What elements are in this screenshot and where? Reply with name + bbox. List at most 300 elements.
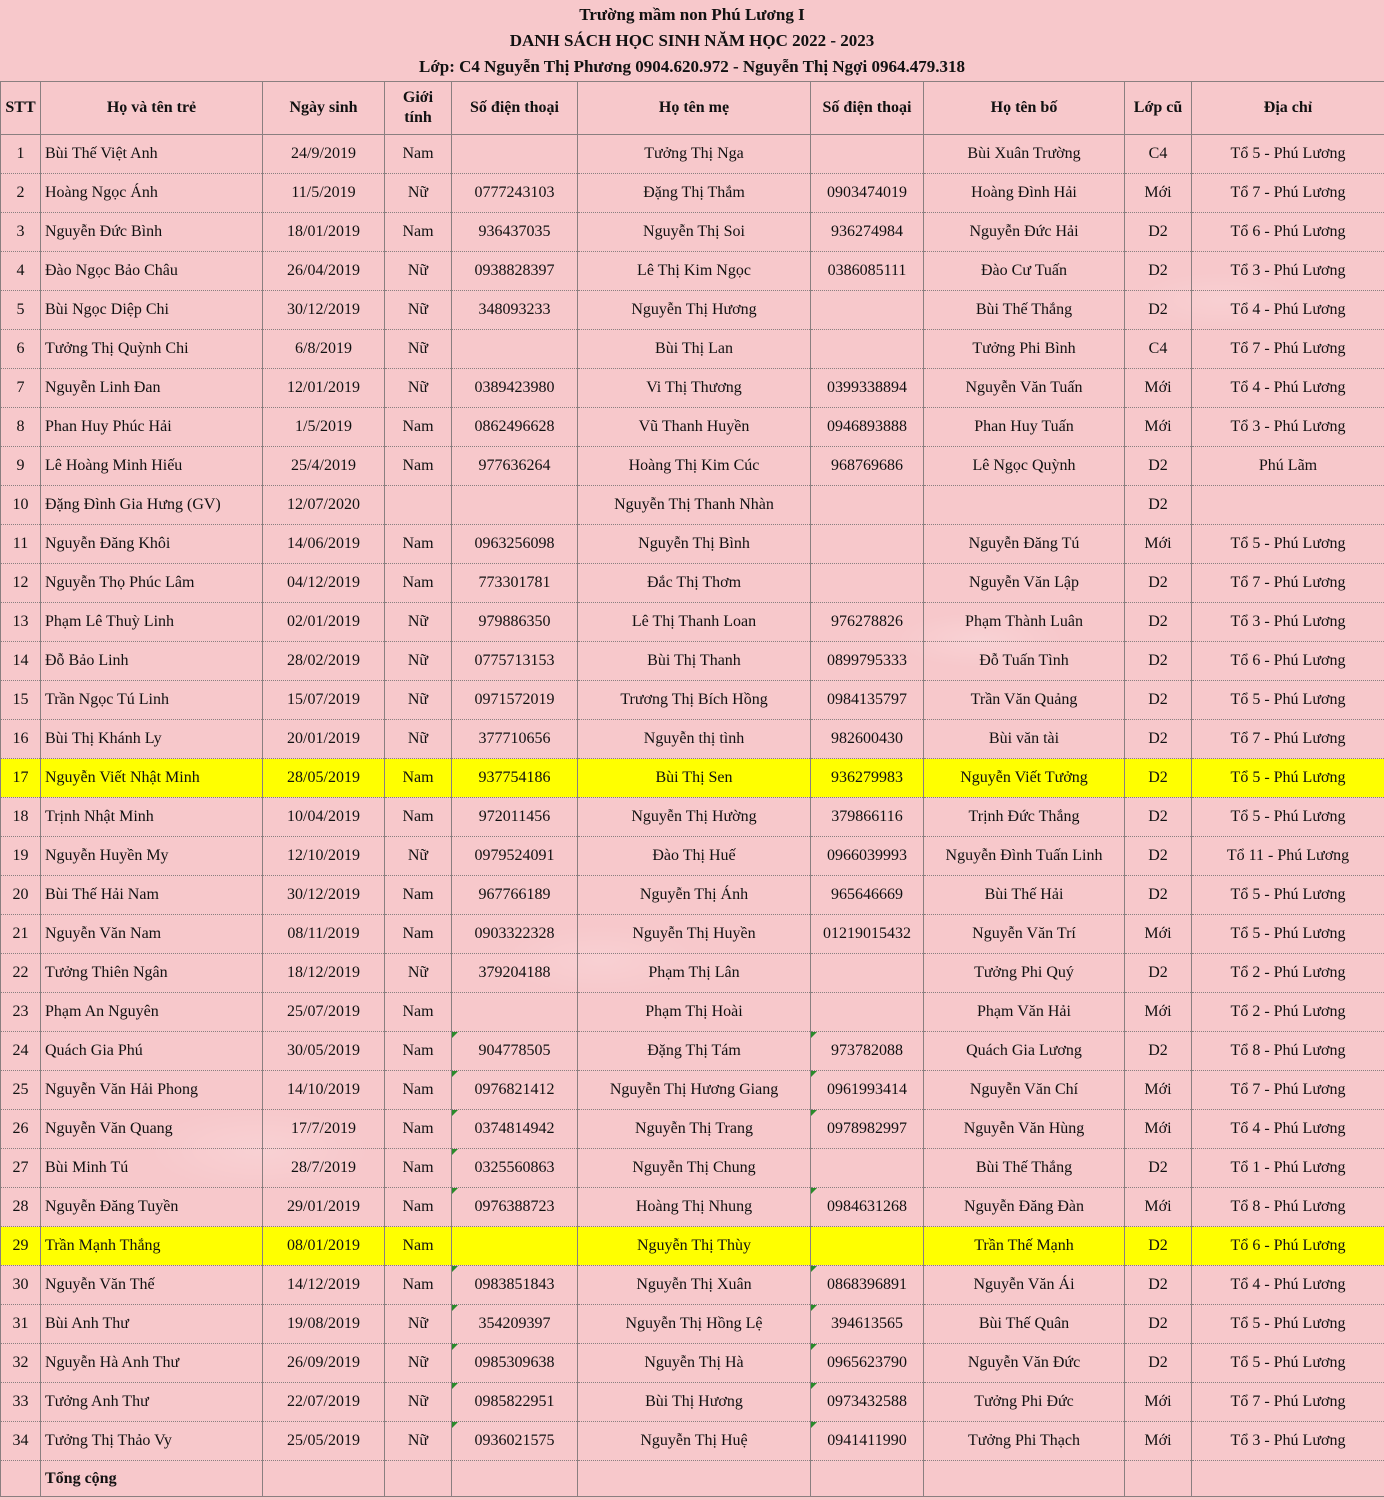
cell-mother-name[interactable]: Hoàng Thị Nhung xyxy=(578,1188,811,1227)
cell-birth-date[interactable]: 26/09/2019 xyxy=(263,1344,385,1383)
cell-gender[interactable]: Nam xyxy=(385,525,452,564)
cell-mother-name[interactable]: Nguyễn Thị Huệ xyxy=(578,1422,811,1461)
cell-stt[interactable]: 31 xyxy=(1,1305,41,1344)
cell-mother-phone[interactable]: 394613565 xyxy=(811,1305,924,1344)
cell-mother-name[interactable]: Nguyễn Thị Xuân xyxy=(578,1266,811,1305)
cell-stt[interactable]: 4 xyxy=(1,252,41,291)
cell-father-name[interactable]: Bùi văn tài xyxy=(924,720,1125,759)
cell-stt[interactable]: 16 xyxy=(1,720,41,759)
cell-address[interactable]: Tổ 2 - Phú Lương xyxy=(1192,993,1384,1032)
cell-father-name[interactable]: Phạm Thành Luân xyxy=(924,603,1125,642)
cell-birth-date[interactable]: 25/07/2019 xyxy=(263,993,385,1032)
cell-child-name[interactable]: Trần Mạnh Thắng xyxy=(41,1227,263,1266)
cell-child-name[interactable]: Đào Ngọc Bảo Châu xyxy=(41,252,263,291)
cell-birth-date[interactable]: 02/01/2019 xyxy=(263,603,385,642)
cell-gender[interactable]: Nữ xyxy=(385,1344,452,1383)
cell-birth-date[interactable]: 30/12/2019 xyxy=(263,291,385,330)
cell-mother-phone[interactable]: 982600430 xyxy=(811,720,924,759)
cell-gender[interactable]: Nam xyxy=(385,1266,452,1305)
cell-mother-name[interactable]: Nguyễn Thị Thùy xyxy=(578,1227,811,1266)
cell-mother-phone[interactable]: 968769686 xyxy=(811,447,924,486)
col-mother-name[interactable]: Họ tên mẹ xyxy=(578,82,811,135)
cell-stt[interactable]: 26 xyxy=(1,1110,41,1149)
cell-birth-date[interactable]: 08/11/2019 xyxy=(263,915,385,954)
cell-father-name[interactable]: Tưởng Phi Thạch xyxy=(924,1422,1125,1461)
cell-father-name[interactable]: Hoàng Đình Hải xyxy=(924,174,1125,213)
cell-mother-name[interactable]: Phạm Thị Lân xyxy=(578,954,811,993)
cell-mother-phone[interactable]: 0399338894 xyxy=(811,369,924,408)
cell-gender[interactable]: Nữ xyxy=(385,1422,452,1461)
col-gender[interactable]: Giới tính xyxy=(385,82,452,135)
cell-mother-phone[interactable]: 01219015432 xyxy=(811,915,924,954)
cell-address[interactable]: Tổ 5 - Phú Lương xyxy=(1192,135,1384,174)
col-stt[interactable]: STT xyxy=(1,82,41,135)
cell-mother-name[interactable]: Bùi Thị Sen xyxy=(578,759,811,798)
cell-stt[interactable]: 19 xyxy=(1,837,41,876)
cell-stt[interactable]: 23 xyxy=(1,993,41,1032)
cell-mother-name[interactable]: Nguyễn thị tình xyxy=(578,720,811,759)
cell-mother-phone[interactable]: 0984135797 xyxy=(811,681,924,720)
cell-gender[interactable]: Nữ xyxy=(385,291,452,330)
cell-stt[interactable]: 3 xyxy=(1,213,41,252)
cell-previous-class[interactable]: D2 xyxy=(1125,213,1192,252)
cell-previous-class[interactable]: D2 xyxy=(1125,837,1192,876)
cell-father-name[interactable]: Tưởng Phi Bình xyxy=(924,330,1125,369)
cell-father-name[interactable]: Trần Văn Quảng xyxy=(924,681,1125,720)
cell-stt[interactable]: 10 xyxy=(1,486,41,525)
cell-gender[interactable]: Nữ xyxy=(385,1305,452,1344)
cell-mother-phone[interactable]: 0941411990 xyxy=(811,1422,924,1461)
cell-mother-name[interactable]: Bùi Thị Hương xyxy=(578,1383,811,1422)
cell-child-name[interactable]: Phan Huy Phúc Hải xyxy=(41,408,263,447)
cell-stt[interactable]: 17 xyxy=(1,759,41,798)
cell-gender[interactable]: Nữ xyxy=(385,252,452,291)
cell-stt[interactable]: 29 xyxy=(1,1227,41,1266)
cell-stt[interactable]: 34 xyxy=(1,1422,41,1461)
cell-father-name[interactable]: Đào Cư Tuấn xyxy=(924,252,1125,291)
col-child-name[interactable]: Họ và tên trẻ xyxy=(41,82,263,135)
cell-phone[interactable] xyxy=(452,993,578,1032)
cell-child-name[interactable]: Bùi Thị Khánh Ly xyxy=(41,720,263,759)
cell-phone[interactable]: 0971572019 xyxy=(452,681,578,720)
cell-child-name[interactable]: Nguyễn Văn Nam xyxy=(41,915,263,954)
cell-mother-phone[interactable] xyxy=(811,525,924,564)
cell-mother-phone[interactable]: 0984631268 xyxy=(811,1188,924,1227)
cell-gender[interactable]: Nam xyxy=(385,1032,452,1071)
cell-phone[interactable]: 977636264 xyxy=(452,447,578,486)
cell-mother-name[interactable]: Đào Thị Huế xyxy=(578,837,811,876)
cell-stt[interactable]: 14 xyxy=(1,642,41,681)
cell-birth-date[interactable]: 14/10/2019 xyxy=(263,1071,385,1110)
cell-phone[interactable]: 0862496628 xyxy=(452,408,578,447)
cell-phone[interactable]: 0963256098 xyxy=(452,525,578,564)
cell-previous-class[interactable]: D2 xyxy=(1125,642,1192,681)
cell-stt[interactable]: 6 xyxy=(1,330,41,369)
cell-father-name[interactable]: Bùi Thế Hải xyxy=(924,876,1125,915)
cell-gender[interactable]: Nam xyxy=(385,915,452,954)
cell-gender[interactable]: Nam xyxy=(385,993,452,1032)
cell-birth-date[interactable]: 04/12/2019 xyxy=(263,564,385,603)
cell-phone[interactable]: 0985309638 xyxy=(452,1344,578,1383)
cell-address[interactable]: Tổ 7 - Phú Lương xyxy=(1192,564,1384,603)
cell-mother-phone[interactable] xyxy=(811,993,924,1032)
cell-address[interactable]: Tổ 5 - Phú Lương xyxy=(1192,915,1384,954)
cell-address[interactable]: Tổ 4 - Phú Lương xyxy=(1192,1266,1384,1305)
cell-father-name[interactable]: Nguyễn Văn Ái xyxy=(924,1266,1125,1305)
cell-child-name[interactable]: Nguyễn Hà Anh Thư xyxy=(41,1344,263,1383)
cell-stt[interactable]: 11 xyxy=(1,525,41,564)
cell-mother-name[interactable]: Đắc Thị Thơm xyxy=(578,564,811,603)
cell-child-name[interactable]: Lê Hoàng Minh Hiếu xyxy=(41,447,263,486)
cell-birth-date[interactable]: 24/9/2019 xyxy=(263,135,385,174)
cell-birth-date[interactable]: 28/05/2019 xyxy=(263,759,385,798)
cell-mother-name[interactable]: Đặng Thị Tám xyxy=(578,1032,811,1071)
cell-address[interactable]: Tổ 7 - Phú Lương xyxy=(1192,720,1384,759)
cell-birth-date[interactable]: 15/07/2019 xyxy=(263,681,385,720)
cell-mother-phone[interactable]: 0973432588 xyxy=(811,1383,924,1422)
cell-phone[interactable]: 0775713153 xyxy=(452,642,578,681)
cell-birth-date[interactable]: 19/08/2019 xyxy=(263,1305,385,1344)
cell-stt[interactable]: 2 xyxy=(1,174,41,213)
cell-birth-date[interactable]: 12/10/2019 xyxy=(263,837,385,876)
cell-birth-date[interactable]: 10/04/2019 xyxy=(263,798,385,837)
cell-phone[interactable]: 936437035 xyxy=(452,213,578,252)
cell-previous-class[interactable]: D2 xyxy=(1125,954,1192,993)
cell-previous-class[interactable]: D2 xyxy=(1125,1227,1192,1266)
total-cell[interactable] xyxy=(1192,1461,1384,1497)
cell-mother-name[interactable]: Hoàng Thị Kim Cúc xyxy=(578,447,811,486)
cell-birth-date[interactable]: 11/5/2019 xyxy=(263,174,385,213)
cell-phone[interactable]: 0374814942 xyxy=(452,1110,578,1149)
cell-birth-date[interactable]: 29/01/2019 xyxy=(263,1188,385,1227)
cell-stt[interactable]: 5 xyxy=(1,291,41,330)
cell-mother-phone[interactable]: 973782088 xyxy=(811,1032,924,1071)
col-previous-class[interactable]: Lớp cũ xyxy=(1125,82,1192,135)
cell-address[interactable]: Tổ 7 - Phú Lương xyxy=(1192,1071,1384,1110)
cell-previous-class[interactable]: D2 xyxy=(1125,1266,1192,1305)
cell-child-name[interactable]: Nguyễn Thọ Phúc Lâm xyxy=(41,564,263,603)
cell-phone[interactable]: 972011456 xyxy=(452,798,578,837)
col-phone[interactable]: Số điện thoại xyxy=(452,82,578,135)
cell-mother-name[interactable]: Nguyễn Thị Soi xyxy=(578,213,811,252)
cell-previous-class[interactable]: D2 xyxy=(1125,720,1192,759)
cell-phone[interactable] xyxy=(452,330,578,369)
cell-address[interactable]: Tổ 5 - Phú Lương xyxy=(1192,759,1384,798)
cell-previous-class[interactable]: C4 xyxy=(1125,135,1192,174)
cell-address[interactable]: Tổ 5 - Phú Lương xyxy=(1192,1305,1384,1344)
cell-phone[interactable]: 0976821412 xyxy=(452,1071,578,1110)
cell-mother-phone[interactable] xyxy=(811,1227,924,1266)
cell-mother-phone[interactable]: 0386085111 xyxy=(811,252,924,291)
cell-father-name[interactable]: Nguyễn Văn Tuấn xyxy=(924,369,1125,408)
cell-mother-phone[interactable] xyxy=(811,135,924,174)
cell-phone[interactable]: 348093233 xyxy=(452,291,578,330)
cell-father-name[interactable]: Nguyễn Đăng Đàn xyxy=(924,1188,1125,1227)
cell-father-name[interactable]: Nguyễn Văn Lập xyxy=(924,564,1125,603)
total-cell[interactable] xyxy=(1125,1461,1192,1497)
cell-gender[interactable]: Nữ xyxy=(385,642,452,681)
cell-previous-class[interactable]: D2 xyxy=(1125,681,1192,720)
cell-mother-name[interactable]: Lê Thị Kim Ngọc xyxy=(578,252,811,291)
cell-birth-date[interactable]: 25/05/2019 xyxy=(263,1422,385,1461)
cell-gender[interactable]: Nữ xyxy=(385,369,452,408)
cell-father-name[interactable]: Trịnh Đức Thắng xyxy=(924,798,1125,837)
cell-phone[interactable] xyxy=(452,1227,578,1266)
cell-birth-date[interactable]: 14/06/2019 xyxy=(263,525,385,564)
cell-child-name[interactable]: Phạm Lê Thuỳ Linh xyxy=(41,603,263,642)
cell-address[interactable]: Tổ 6 - Phú Lương xyxy=(1192,1227,1384,1266)
cell-address[interactable]: Tổ 5 - Phú Lương xyxy=(1192,681,1384,720)
cell-gender[interactable]: Nam xyxy=(385,876,452,915)
cell-stt[interactable]: 30 xyxy=(1,1266,41,1305)
cell-gender[interactable]: Nữ xyxy=(385,1383,452,1422)
cell-stt[interactable]: 15 xyxy=(1,681,41,720)
cell-gender[interactable]: Nữ xyxy=(385,954,452,993)
cell-address[interactable]: Tổ 4 - Phú Lương xyxy=(1192,291,1384,330)
cell-stt[interactable]: 25 xyxy=(1,1071,41,1110)
cell-father-name[interactable]: Nguyễn Văn Hùng xyxy=(924,1110,1125,1149)
cell-phone[interactable]: 773301781 xyxy=(452,564,578,603)
cell-birth-date[interactable]: 14/12/2019 xyxy=(263,1266,385,1305)
cell-gender[interactable]: Nam xyxy=(385,135,452,174)
cell-address[interactable]: Tổ 11 - Phú Lương xyxy=(1192,837,1384,876)
cell-mother-name[interactable]: Nguyễn Thị Huyền xyxy=(578,915,811,954)
cell-mother-name[interactable]: Vũ Thanh Huyền xyxy=(578,408,811,447)
cell-birth-date[interactable]: 18/01/2019 xyxy=(263,213,385,252)
cell-gender[interactable]: Nữ xyxy=(385,837,452,876)
cell-father-name[interactable]: Phan Huy Tuấn xyxy=(924,408,1125,447)
cell-previous-class[interactable]: Mới xyxy=(1125,1071,1192,1110)
cell-gender[interactable]: Nữ xyxy=(385,330,452,369)
cell-birth-date[interactable]: 20/01/2019 xyxy=(263,720,385,759)
cell-mother-phone[interactable]: 0965623790 xyxy=(811,1344,924,1383)
cell-birth-date[interactable]: 30/12/2019 xyxy=(263,876,385,915)
cell-previous-class[interactable]: Mới xyxy=(1125,915,1192,954)
cell-child-name[interactable]: Nguyễn Văn Thế xyxy=(41,1266,263,1305)
cell-address[interactable]: Tổ 4 - Phú Lương xyxy=(1192,369,1384,408)
cell-child-name[interactable]: Đặng Đình Gia Hưng (GV) xyxy=(41,486,263,525)
cell-father-name[interactable]: Nguyễn Đình Tuấn Linh xyxy=(924,837,1125,876)
cell-stt[interactable]: 9 xyxy=(1,447,41,486)
cell-mother-name[interactable]: Đặng Thị Thắm xyxy=(578,174,811,213)
cell-birth-date[interactable]: 25/4/2019 xyxy=(263,447,385,486)
cell-address[interactable]: Tổ 5 - Phú Lương xyxy=(1192,798,1384,837)
cell-previous-class[interactable]: Mới xyxy=(1125,369,1192,408)
cell-child-name[interactable]: Nguyễn Huyền My xyxy=(41,837,263,876)
cell-mother-name[interactable]: Nguyễn Thị Hồng Lệ xyxy=(578,1305,811,1344)
cell-mother-phone[interactable]: 0868396891 xyxy=(811,1266,924,1305)
cell-birth-date[interactable]: 26/04/2019 xyxy=(263,252,385,291)
cell-previous-class[interactable]: D2 xyxy=(1125,252,1192,291)
cell-birth-date[interactable]: 08/01/2019 xyxy=(263,1227,385,1266)
cell-father-name[interactable]: Đỗ Tuấn Tình xyxy=(924,642,1125,681)
cell-phone[interactable]: 0777243103 xyxy=(452,174,578,213)
cell-mother-name[interactable]: Lê Thị Thanh Loan xyxy=(578,603,811,642)
cell-address[interactable]: Tổ 1 - Phú Lương xyxy=(1192,1149,1384,1188)
cell-mother-name[interactable]: Trương Thị Bích Hồng xyxy=(578,681,811,720)
cell-child-name[interactable]: Trịnh Nhật Minh xyxy=(41,798,263,837)
cell-previous-class[interactable]: Mới xyxy=(1125,408,1192,447)
cell-mother-phone[interactable] xyxy=(811,954,924,993)
cell-stt[interactable]: 22 xyxy=(1,954,41,993)
cell-address[interactable]: Tổ 7 - Phú Lương xyxy=(1192,1383,1384,1422)
cell-father-name[interactable]: Bùi Thế Thắng xyxy=(924,1149,1125,1188)
cell-gender[interactable]: Nam xyxy=(385,759,452,798)
cell-child-name[interactable]: Đỗ Bảo Linh xyxy=(41,642,263,681)
cell-father-name[interactable]: Bùi Xuân Trường xyxy=(924,135,1125,174)
cell-mother-phone[interactable]: 936274984 xyxy=(811,213,924,252)
cell-address[interactable]: Tổ 2 - Phú Lương xyxy=(1192,954,1384,993)
total-cell-stt[interactable] xyxy=(1,1461,41,1497)
cell-previous-class[interactable]: Mới xyxy=(1125,525,1192,564)
cell-child-name[interactable]: Bùi Minh Tú xyxy=(41,1149,263,1188)
cell-father-name[interactable]: Nguyễn Văn Trí xyxy=(924,915,1125,954)
cell-mother-phone[interactable] xyxy=(811,291,924,330)
cell-mother-phone[interactable] xyxy=(811,486,924,525)
cell-stt[interactable]: 13 xyxy=(1,603,41,642)
cell-previous-class[interactable]: C4 xyxy=(1125,330,1192,369)
cell-child-name[interactable]: Nguyễn Văn Quang xyxy=(41,1110,263,1149)
cell-mother-name[interactable]: Nguyễn Thị Hương Giang xyxy=(578,1071,811,1110)
cell-birth-date[interactable]: 22/07/2019 xyxy=(263,1383,385,1422)
cell-mother-phone[interactable]: 0899795333 xyxy=(811,642,924,681)
cell-mother-phone[interactable]: 0978982997 xyxy=(811,1110,924,1149)
cell-address[interactable]: Tổ 7 - Phú Lương xyxy=(1192,174,1384,213)
cell-birth-date[interactable]: 18/12/2019 xyxy=(263,954,385,993)
cell-address[interactable]: Tổ 5 - Phú Lương xyxy=(1192,1344,1384,1383)
cell-stt[interactable]: 7 xyxy=(1,369,41,408)
cell-mother-phone[interactable]: 0946893888 xyxy=(811,408,924,447)
cell-father-name[interactable]: Nguyễn Đức Hải xyxy=(924,213,1125,252)
cell-stt[interactable]: 8 xyxy=(1,408,41,447)
col-mother-phone[interactable]: Số điện thoại xyxy=(811,82,924,135)
cell-phone[interactable]: 904778505 xyxy=(452,1032,578,1071)
cell-birth-date[interactable]: 6/8/2019 xyxy=(263,330,385,369)
cell-mother-name[interactable]: Nguyễn Thị Hương xyxy=(578,291,811,330)
cell-child-name[interactable]: Nguyễn Đăng Tuyền xyxy=(41,1188,263,1227)
total-cell[interactable] xyxy=(811,1461,924,1497)
cell-child-name[interactable]: Nguyễn Viết Nhật Minh xyxy=(41,759,263,798)
cell-stt[interactable]: 21 xyxy=(1,915,41,954)
cell-mother-name[interactable]: Nguyễn Thị Thanh Nhàn xyxy=(578,486,811,525)
total-cell[interactable] xyxy=(452,1461,578,1497)
cell-gender[interactable]: Nam xyxy=(385,564,452,603)
cell-mother-phone[interactable]: 0966039993 xyxy=(811,837,924,876)
cell-father-name[interactable]: Bùi Thế Thắng xyxy=(924,291,1125,330)
cell-mother-name[interactable]: Phạm Thị Hoài xyxy=(578,993,811,1032)
cell-gender[interactable]: Nữ xyxy=(385,603,452,642)
cell-address[interactable]: Phú Lãm xyxy=(1192,447,1384,486)
cell-mother-name[interactable]: Nguyễn Thị Chung xyxy=(578,1149,811,1188)
cell-phone[interactable]: 0903322328 xyxy=(452,915,578,954)
cell-stt[interactable]: 20 xyxy=(1,876,41,915)
cell-mother-name[interactable]: Bùi Thị Thanh xyxy=(578,642,811,681)
cell-gender[interactable]: Nam xyxy=(385,1188,452,1227)
cell-father-name[interactable]: Nguyễn Văn Chí xyxy=(924,1071,1125,1110)
cell-previous-class[interactable]: Mới xyxy=(1125,993,1192,1032)
cell-child-name[interactable]: Tưởng Thị Thảo Vy xyxy=(41,1422,263,1461)
cell-child-name[interactable]: Bùi Thế Việt Anh xyxy=(41,135,263,174)
cell-child-name[interactable]: Bùi Thế Hải Nam xyxy=(41,876,263,915)
cell-previous-class[interactable]: D2 xyxy=(1125,447,1192,486)
cell-father-name[interactable]: Nguyễn Văn Đức xyxy=(924,1344,1125,1383)
cell-birth-date[interactable]: 17/7/2019 xyxy=(263,1110,385,1149)
cell-address[interactable]: Tổ 5 - Phú Lương xyxy=(1192,525,1384,564)
cell-previous-class[interactable]: D2 xyxy=(1125,1032,1192,1071)
cell-father-name[interactable]: Lê Ngọc Quỳnh xyxy=(924,447,1125,486)
col-father-name[interactable]: Họ tên bố xyxy=(924,82,1125,135)
cell-previous-class[interactable]: Mới xyxy=(1125,174,1192,213)
cell-father-name[interactable]: Bùi Thế Quân xyxy=(924,1305,1125,1344)
cell-phone[interactable]: 0936021575 xyxy=(452,1422,578,1461)
col-address[interactable]: Địa chỉ xyxy=(1192,82,1384,135)
cell-address[interactable]: Tổ 3 - Phú Lương xyxy=(1192,408,1384,447)
cell-father-name[interactable]: Nguyễn Viết Tưởng xyxy=(924,759,1125,798)
cell-address[interactable]: Tổ 3 - Phú Lương xyxy=(1192,1422,1384,1461)
cell-mother-name[interactable]: Nguyễn Thị Hà xyxy=(578,1344,811,1383)
cell-mother-phone[interactable]: 965646669 xyxy=(811,876,924,915)
cell-father-name[interactable]: Trần Thế Mạnh xyxy=(924,1227,1125,1266)
cell-phone[interactable]: 0389423980 xyxy=(452,369,578,408)
cell-phone[interactable]: 0979524091 xyxy=(452,837,578,876)
cell-previous-class[interactable]: D2 xyxy=(1125,486,1192,525)
total-cell[interactable] xyxy=(385,1461,452,1497)
cell-mother-name[interactable]: Nguyễn Thị Bình xyxy=(578,525,811,564)
cell-father-name[interactable]: Tưởng Phi Đức xyxy=(924,1383,1125,1422)
cell-address[interactable]: Tổ 3 - Phú Lương xyxy=(1192,252,1384,291)
total-cell[interactable] xyxy=(924,1461,1125,1497)
cell-gender[interactable] xyxy=(385,486,452,525)
cell-gender[interactable]: Nữ xyxy=(385,720,452,759)
cell-father-name[interactable] xyxy=(924,486,1125,525)
cell-phone[interactable]: 354209397 xyxy=(452,1305,578,1344)
cell-previous-class[interactable]: D2 xyxy=(1125,1344,1192,1383)
cell-gender[interactable]: Nữ xyxy=(385,681,452,720)
cell-phone[interactable]: 967766189 xyxy=(452,876,578,915)
cell-child-name[interactable]: Tưởng Thiên Ngân xyxy=(41,954,263,993)
cell-mother-phone[interactable] xyxy=(811,564,924,603)
cell-previous-class[interactable]: Mới xyxy=(1125,1110,1192,1149)
cell-phone[interactable]: 0976388723 xyxy=(452,1188,578,1227)
cell-child-name[interactable]: Tưởng Thị Quỳnh Chi xyxy=(41,330,263,369)
cell-gender[interactable]: Nữ xyxy=(385,174,452,213)
cell-father-name[interactable]: Tưởng Phi Quý xyxy=(924,954,1125,993)
cell-mother-phone[interactable]: 976278826 xyxy=(811,603,924,642)
cell-address[interactable]: Tổ 6 - Phú Lương xyxy=(1192,213,1384,252)
cell-gender[interactable]: Nam xyxy=(385,1149,452,1188)
cell-address[interactable]: Tổ 8 - Phú Lương xyxy=(1192,1188,1384,1227)
cell-father-name[interactable]: Nguyễn Đăng Tú xyxy=(924,525,1125,564)
cell-previous-class[interactable]: D2 xyxy=(1125,603,1192,642)
cell-address[interactable]: Tổ 6 - Phú Lương xyxy=(1192,642,1384,681)
cell-mother-phone[interactable]: 0961993414 xyxy=(811,1071,924,1110)
cell-phone[interactable]: 379204188 xyxy=(452,954,578,993)
cell-phone[interactable]: 0983851843 xyxy=(452,1266,578,1305)
cell-previous-class[interactable]: Mới xyxy=(1125,1383,1192,1422)
cell-stt[interactable]: 12 xyxy=(1,564,41,603)
cell-address[interactable]: Tổ 5 - Phú Lương xyxy=(1192,876,1384,915)
cell-mother-name[interactable]: Nguyễn Thị Hường xyxy=(578,798,811,837)
cell-previous-class[interactable]: D2 xyxy=(1125,291,1192,330)
col-birth-date[interactable]: Ngày sinh xyxy=(263,82,385,135)
total-cell[interactable] xyxy=(263,1461,385,1497)
cell-phone[interactable] xyxy=(452,135,578,174)
cell-child-name[interactable]: Nguyễn Đức Bình xyxy=(41,213,263,252)
cell-mother-name[interactable]: Nguyễn Thị Ánh xyxy=(578,876,811,915)
cell-birth-date[interactable]: 12/07/2020 xyxy=(263,486,385,525)
cell-mother-name[interactable]: Bùi Thị Lan xyxy=(578,330,811,369)
cell-birth-date[interactable]: 28/02/2019 xyxy=(263,642,385,681)
